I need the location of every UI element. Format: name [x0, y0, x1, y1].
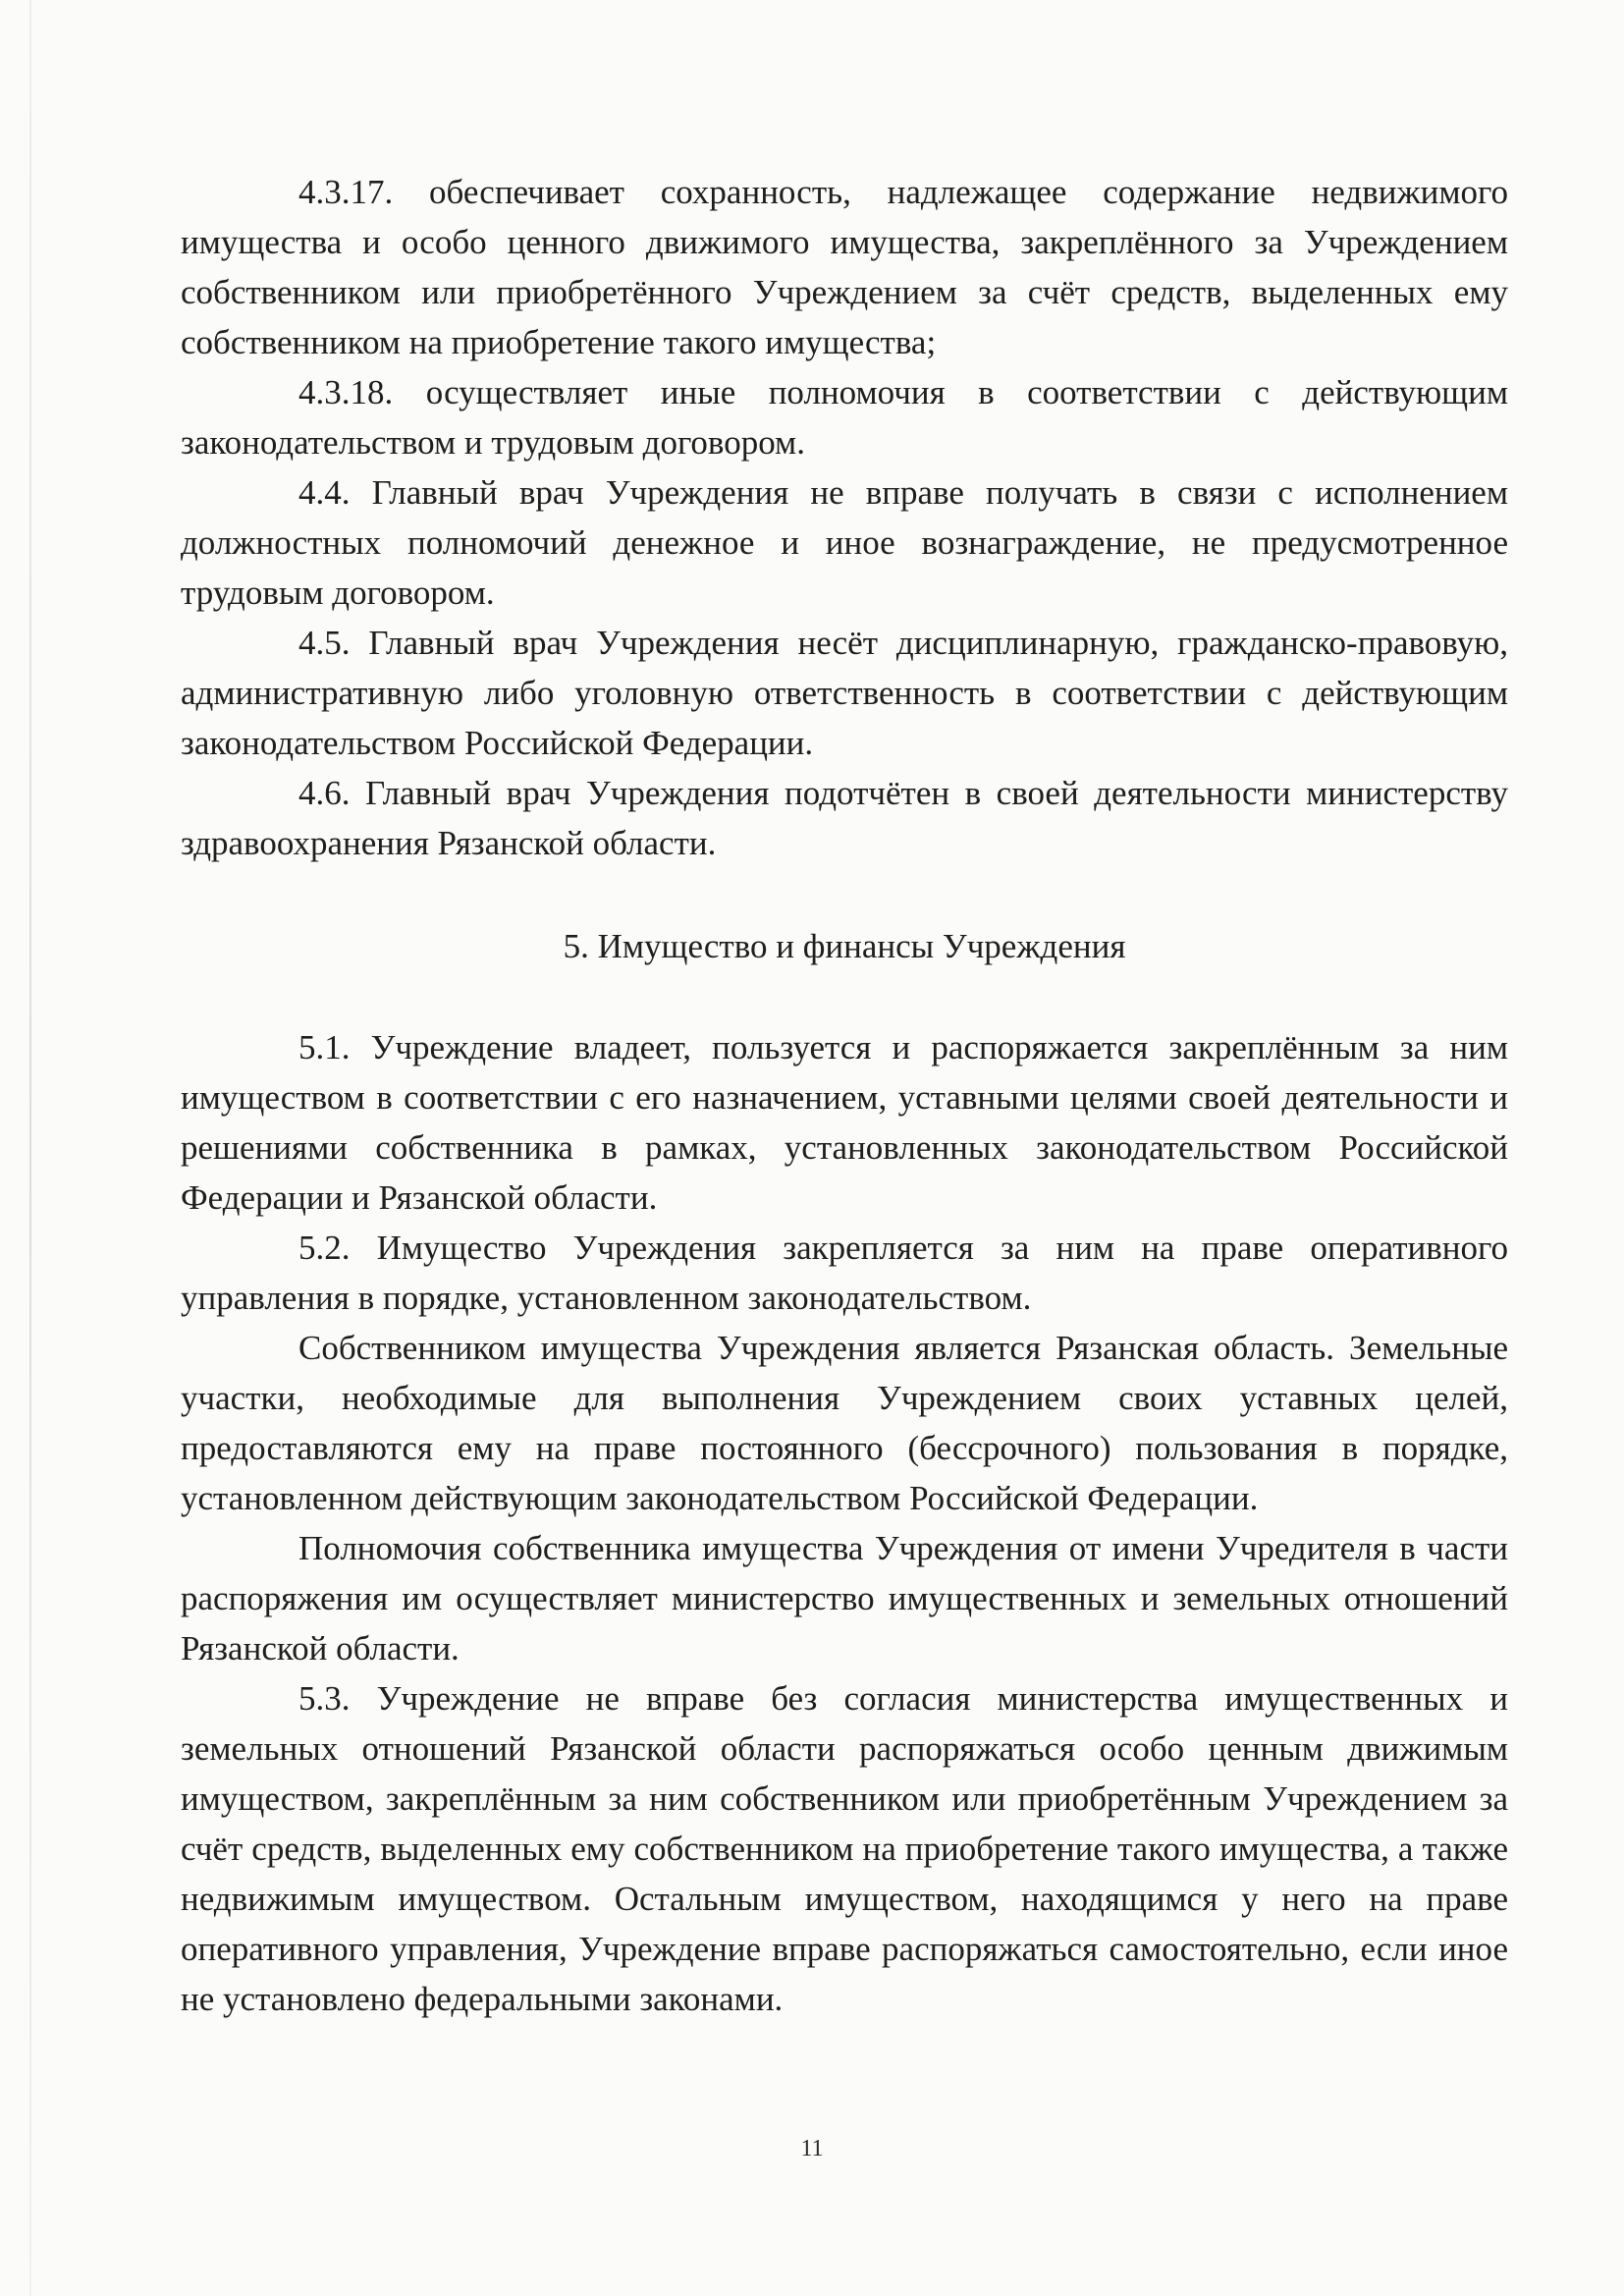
paragraph-5-3: 5.3. Учреждение не вправе без согласия министерства имущественных и земельных отношений Рязанской области распоряжаться особо ценным движимым имуществом, закреплённым за ним собственником или приобретённым Учреждением за счёт средств, выделенных ему собственником на приобретение такого имущества, а также недвижимым имуществом. Остальным имуществом, находящимся у него на праве оперативного управления, Учреждение вправе распоряжаться самостоятельно, если иное не установлено федеральными законами. [181, 1679, 1508, 2018]
document-body [181, 167, 1508, 2024]
paragraph-4-3-18: 4.3.18. осуществляет иные полномочия в соответствии с действующим законодательством и трудовым договором. [181, 373, 1508, 462]
paragraph-4-5: 4.5. Главный врач Учреждения несёт дисциплинарную, гражданско-правовую, административную либо уголовную ответственность в соответствии с действующим законодательством Российской Федерации. [181, 624, 1508, 762]
section-heading: 5. Имущество и финансы Учреждения [563, 927, 1126, 965]
paragraph-4-6: 4.6. Главный врач Учреждения подотчётен в своей деятельности министерству здравоохранения Рязанской области. [181, 774, 1508, 862]
paragraph-5-2: 5.2. Имущество Учреждения закрепляется за ним на праве оперативного управления в порядке, установленном законодательством. [181, 1229, 1508, 1317]
scan-edge-shadow [29, 0, 31, 2296]
paragraph-5-1: 5.1. Учреждение владеет, пользуется и распоряжается закреплённым за ним имуществом в соответствии с его назначением, уставными целями своей деятельности и решениями собственника в рамках, установленных законодательством Российской Федерации и Рязанской области. [181, 1028, 1508, 1217]
page-number: 11 [800, 2136, 824, 2161]
paragraph-authority: Полномочия собственника имущества Учреждения от имени Учредителя в части распоряжения им осуществляет министерство имущественных и земельных отношений Рязанской области. [181, 1529, 1508, 1667]
paragraph-4-4: 4.4. Главный врач Учреждения не вправе получать в связи с исполнением должностных полномочий денежное и иное вознаграждение, не предусмотренное трудовым договором. [181, 473, 1508, 612]
paragraph-owner: Собственником имущества Учреждения является Рязанская область. Земельные участки, необходимые для выполнения Учреждением своих уставных целей, предоставляются ему на праве постоянного (бессрочного) пользования в порядке, установленном действующим законодательством Российской Федерации. [181, 1329, 1508, 1517]
paragraph-4-3-17: 4.3.17. обеспечивает сохранность, надлежащее содержание недвижимого имущества и особо ценного движимого имущества, закреплённого за Учреждением собственником или приобретённого Учреждением за счёт средств, выделенных ему собственником на приобретение такого имущества; [181, 173, 1508, 361]
